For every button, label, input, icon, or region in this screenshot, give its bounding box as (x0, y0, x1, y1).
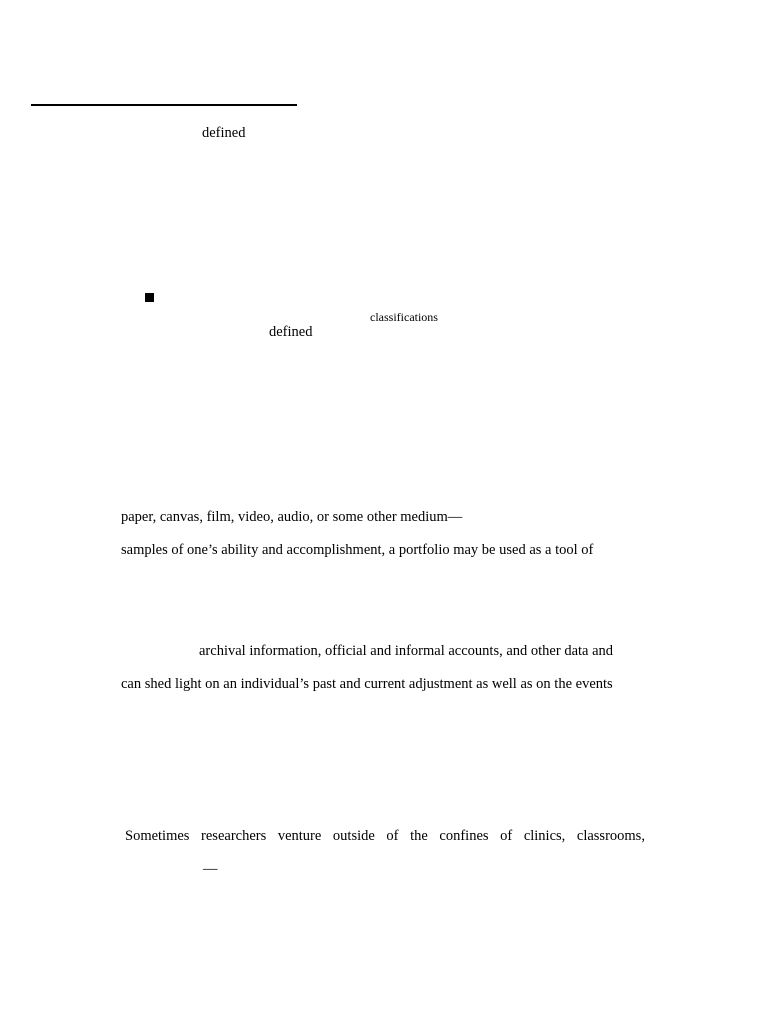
defined-term-2: defined (269, 324, 313, 340)
classifications-label: classifications (370, 310, 438, 324)
paragraph-1-line-1: paper, canvas, film, video, audio, or some other medium— (121, 509, 463, 525)
word: researchers (201, 828, 267, 844)
em-dash: — (203, 861, 218, 877)
paragraph-2-line-1: archival information, official and informal accounts, and other data and (199, 643, 614, 659)
defined-term-1: defined (202, 125, 246, 141)
word: venture (277, 828, 322, 844)
paragraph-3-line-1 (125, 828, 645, 844)
paragraph-2-line-2: can shed light on an individual’s past and current adjustment as well as on the events (121, 676, 613, 692)
word: the (410, 828, 428, 844)
paragraph-1-line-2: samples of one’s ability and accomplishment, a portfolio may be used as a tool of (121, 542, 594, 558)
word: classrooms, (576, 828, 645, 844)
word: of (386, 828, 399, 844)
word: confines (439, 828, 489, 844)
horizontal-rule (31, 104, 297, 106)
word: outside (332, 828, 375, 844)
square-bullet-icon (145, 293, 154, 302)
word: Sometimes (125, 828, 190, 844)
word: clinics, (523, 828, 566, 844)
word: of (500, 828, 513, 844)
